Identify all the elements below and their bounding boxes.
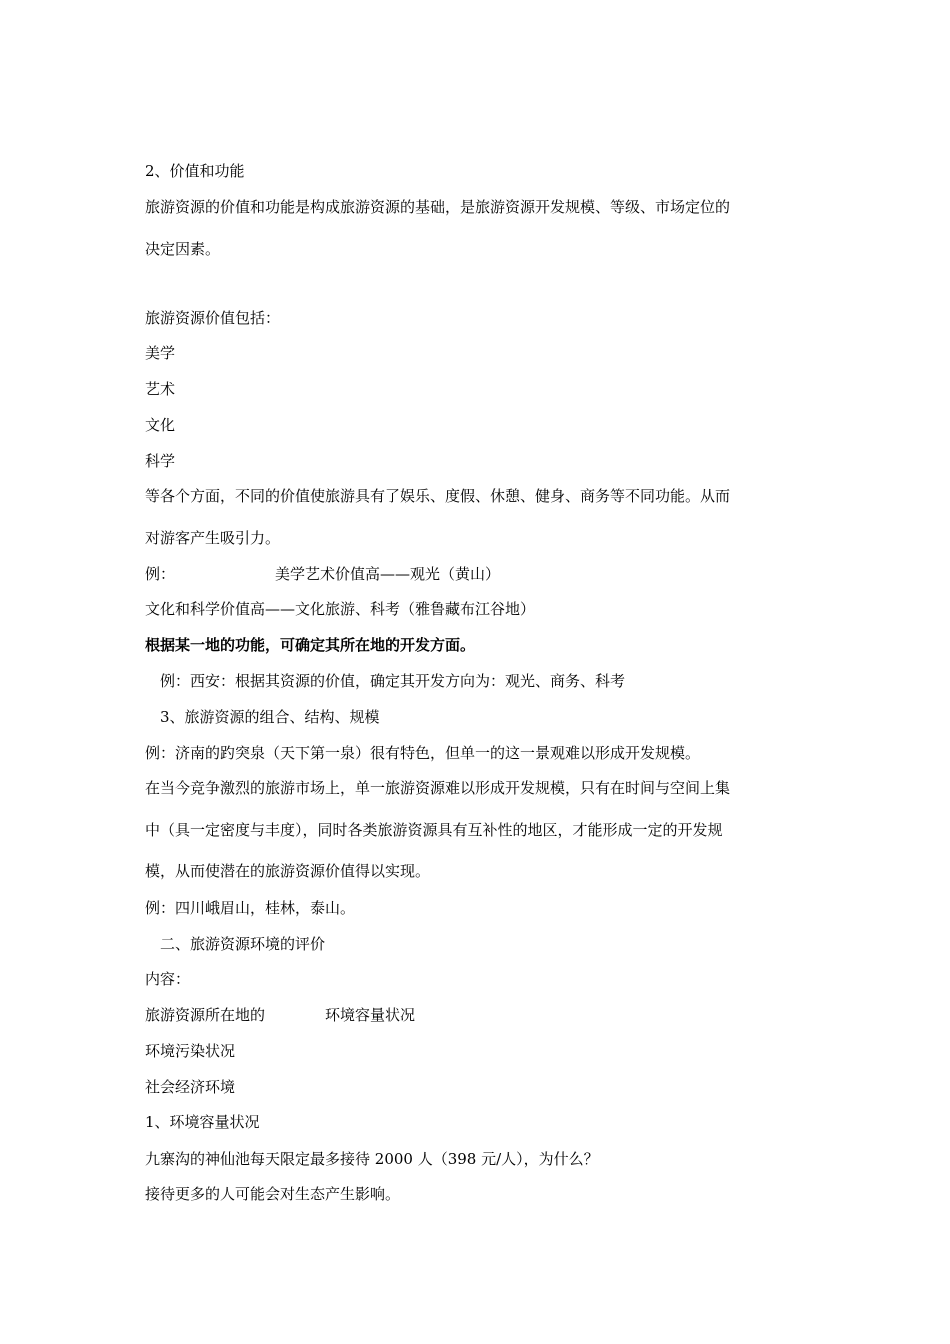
content-label: 内容：: [145, 970, 191, 988]
env-item: 社会经济环境: [145, 1078, 236, 1096]
example-label: 例：: [145, 565, 176, 583]
value-intro: 旅游资源价值包括：: [145, 309, 281, 327]
bold-statement: 根据某一地的功能，可确定其所在地的开发方面。: [145, 636, 476, 654]
paragraph-line: 等各个方面，不同的价值使旅游具有了娱乐、度假、休憩、健身、商务等不同功能。从而: [145, 487, 731, 505]
jiuzhai-question: 九寨沟的神仙池每天限定最多接待 2000 人（398 元/人），为什么？: [145, 1150, 599, 1168]
env-item: 环境污染状况: [145, 1042, 236, 1060]
env-prefix: 旅游资源所在地的: [145, 1006, 266, 1024]
xian-example: 例：西安：根据其资源的价值，确定其开发方向为：观光、商务、科考: [160, 672, 626, 690]
example-places: 例：四川峨眉山，桂林，泰山。: [145, 899, 356, 917]
example-text: 美学艺术价值高——观光（黄山）: [275, 565, 501, 583]
example-row: [145, 563, 500, 585]
paragraph-line: 中（具一定密度与丰度），同时各类旅游资源具有互补性的地区，才能形成一定的开发规: [145, 821, 723, 839]
paragraph-line: 模，从而使潜在的旅游资源价值得以实现。: [145, 862, 431, 880]
section-heading-environment: 二、旅游资源环境的评价: [160, 935, 326, 953]
paragraph-line: 在当今竞争激烈的旅游市场上，单一旅游资源难以形成开发规模，只有在时间与空间上集: [145, 779, 731, 797]
value-item: 科学: [145, 452, 176, 470]
jinan-example: 例：济南的趵突泉（天下第一泉）很有特色，但单一的这一景观难以形成开发规模。: [145, 744, 701, 762]
env-item: 环境容量状况: [325, 1006, 416, 1024]
paragraph-line: 决定因素。: [145, 240, 221, 258]
paragraph-line: 对游客产生吸引力。: [145, 529, 281, 547]
value-item: 文化: [145, 416, 176, 434]
jiuzhai-answer: 接待更多的人可能会对生态产生影响。: [145, 1185, 401, 1203]
section-heading-capacity: 1、环境容量状况: [145, 1113, 260, 1131]
paragraph-line: 旅游资源的价值和功能是构成旅游资源的基础，是旅游资源开发规模、等级、市场定位的: [145, 198, 731, 216]
section-heading-value-function: 2、价值和功能: [145, 162, 245, 180]
env-row: [145, 1004, 415, 1026]
value-item: 美学: [145, 344, 176, 362]
value-item: 艺术: [145, 380, 176, 398]
section-heading-combination: 3、旅游资源的组合、结构、规模: [160, 708, 380, 726]
example-text: 文化和科学价值高——文化旅游、科考（雅鲁藏布江谷地）: [145, 600, 536, 618]
